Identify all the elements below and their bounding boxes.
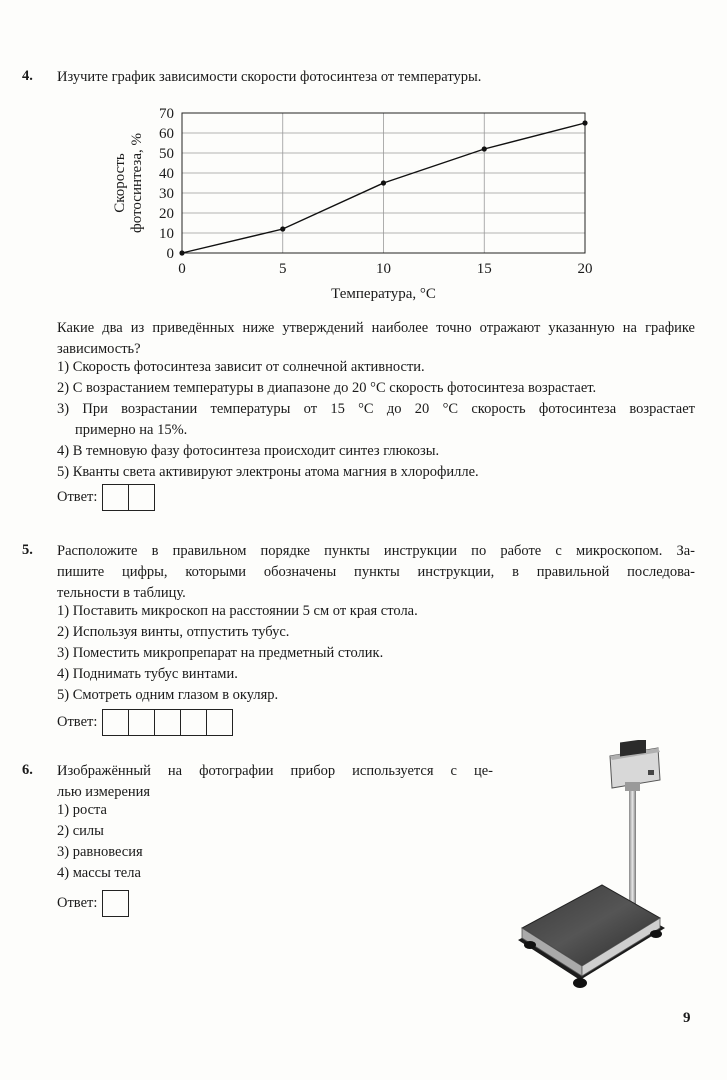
q5-option-3: 3) Поместить микропрепарат на предметный столик. (57, 645, 384, 661)
floor-scale-image (510, 740, 685, 995)
question-5-number: 5. (22, 542, 33, 558)
q5-answer-cell-1[interactable] (103, 710, 129, 735)
q4-answer-label: Ответ: (57, 489, 98, 505)
q6-option-2: 2) силы (57, 823, 104, 839)
question-5-prompt-line2: пишите цифры, которыми обозначены пункты инструкции, в правильной последова- (57, 564, 695, 580)
y-tick-label: 0 (166, 246, 174, 262)
q5-answer-cell-2[interactable] (129, 710, 155, 735)
y-tick-label: 70 (159, 106, 174, 122)
q4-answer-cells (102, 484, 155, 511)
q6-option-1: 1) роста (57, 802, 107, 818)
q4-option-1: 1) Скорость фотосинтеза зависит от солнечной активности. (57, 359, 425, 375)
photosynthesis-chart (100, 98, 620, 304)
q6-answer-cell-1[interactable] (103, 891, 128, 916)
y-axis-label-line1: Скорость (112, 153, 128, 213)
y-tick-label: 50 (159, 146, 174, 162)
q4-option-5: 5) Кванты света активируют электроны атома магния в хлорофилле. (57, 464, 479, 480)
q6-answer-label: Ответ: (57, 895, 98, 911)
q6-answer (57, 890, 129, 917)
q5-answer (57, 709, 233, 736)
question-6-prompt-line1: Изображённый на фотографии прибор используется с це- (57, 763, 493, 779)
q5-option-2: 2) Используя винты, отпустить тубус. (57, 624, 290, 640)
q5-option-5: 5) Смотреть одним глазом в окуляр. (57, 687, 279, 703)
question-4-text: Какие два из приведённых ниже утверждений наиболее точно отражают указанную на графике зависимость? (57, 320, 695, 357)
q5-option-1: 1) Поставить микроскоп на расстоянии 5 см от края стола. (57, 603, 418, 619)
data-point (381, 180, 386, 185)
y-tick-label: 40 (159, 166, 174, 182)
q5-answer-cell-3[interactable] (155, 710, 181, 735)
y-axis-label-line2: фотосинтеза, % (129, 133, 145, 233)
y-tick-label: 30 (159, 186, 174, 202)
data-point (280, 226, 285, 231)
x-tick-label: 20 (577, 261, 593, 277)
q4-answer-cell-1[interactable] (103, 485, 129, 510)
question-6-prompt-line2: лью измерения (57, 784, 151, 800)
y-tick-label: 60 (159, 126, 174, 142)
q5-answer-label: Ответ: (57, 714, 98, 730)
q6-answer-cells (102, 890, 129, 917)
data-point (482, 146, 487, 151)
q6-option-3: 3) равновесия (57, 844, 143, 860)
question-4-number: 4. (22, 68, 33, 84)
x-tick-label: 5 (279, 261, 287, 277)
page-number: 9 (683, 1010, 691, 1026)
q6-option-4: 4) массы тела (57, 865, 141, 881)
q4-answer-cell-2[interactable] (129, 485, 154, 510)
data-point (179, 250, 184, 255)
q5-answer-cell-5[interactable] (207, 710, 232, 735)
q5-option-4: 4) Поднимать тубус винтами. (57, 666, 238, 682)
question-4-prompt: Изучите график зависимости скорости фотосинтеза от температуры. (57, 69, 482, 85)
data-point (582, 120, 587, 125)
q4-option-3-line1: 3) При возрастании температуры от 15 °С до 20 °С скорость фотосинтеза возрастает (57, 401, 695, 417)
question-6-number: 6. (22, 762, 33, 778)
x-tick-label: 10 (376, 261, 391, 277)
q5-answer-cell-4[interactable] (181, 710, 207, 735)
q4-option-3-line2: примерно на 15%. (75, 422, 188, 438)
q5-answer-cells (102, 709, 233, 736)
q4-answer (57, 484, 155, 511)
question-5-prompt-line3: тельности в таблицу. (57, 585, 186, 601)
q4-option-2: 2) С возрастанием температуры в диапазоне до 20 °С скорость фотосинтеза возрастает. (57, 380, 597, 396)
y-tick-label: 20 (159, 206, 174, 222)
x-tick-label: 0 (178, 261, 186, 277)
q4-option-4: 4) В темновую фазу фотосинтеза происходит синтез глюкозы. (57, 443, 440, 459)
question-5-prompt-line1: Расположите в правильном порядке пункты инструкции по работе с микроскопом. За- (57, 543, 695, 559)
x-axis-label: Температура, °С (331, 286, 436, 302)
x-tick-label: 15 (476, 261, 492, 277)
y-tick-label: 10 (159, 226, 174, 242)
